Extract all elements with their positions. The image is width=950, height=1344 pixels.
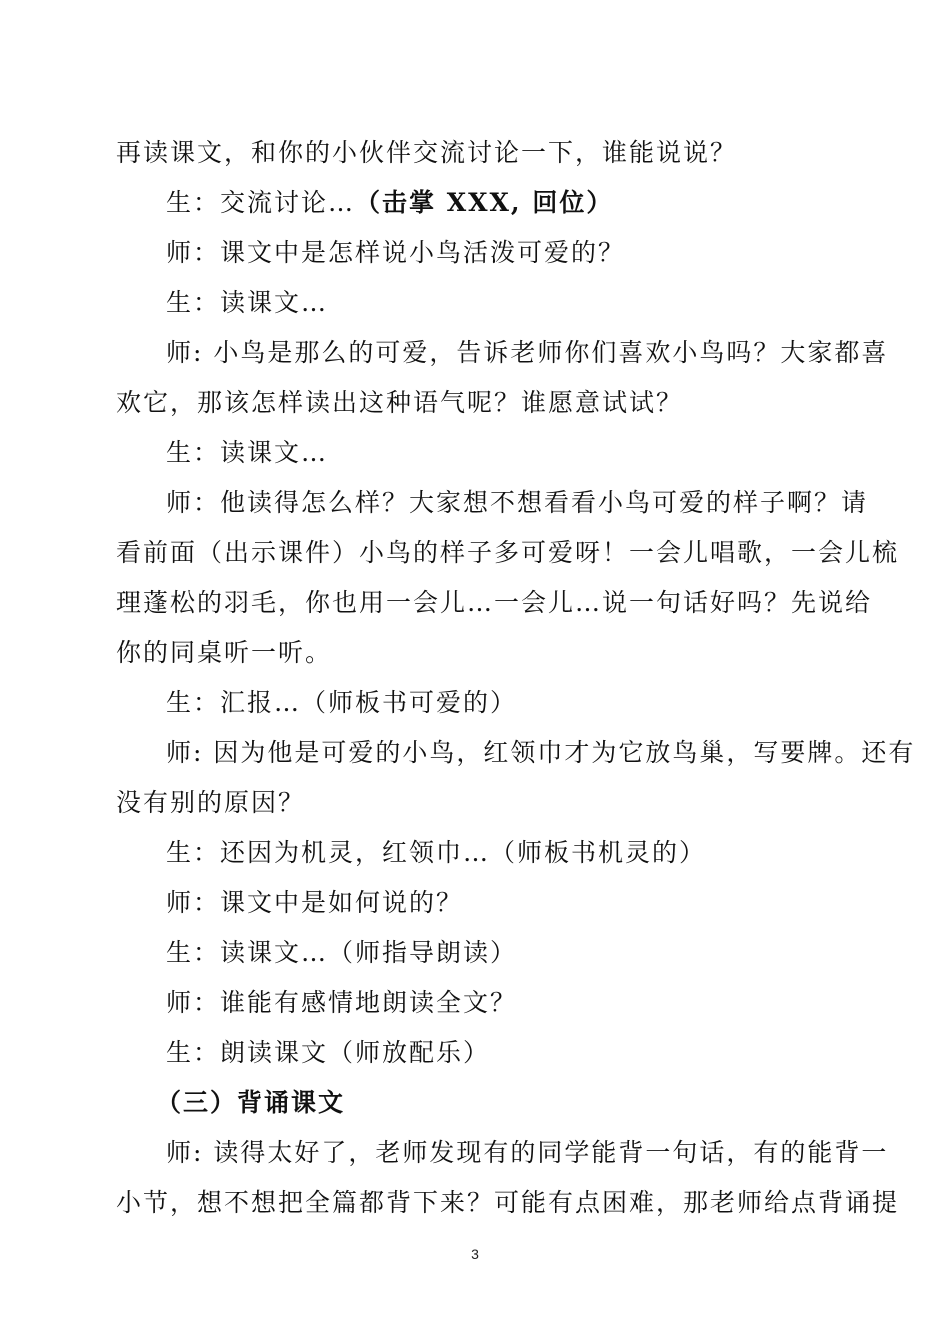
paragraph-line: 欢它，那该怎样读出这种语气呢？谁愿意试试？ bbox=[116, 388, 684, 417]
page-number: 3 bbox=[471, 1246, 479, 1262]
dialogue-line-student: 生：读课文… bbox=[166, 288, 329, 317]
dialogue-line-student: 生：读课文… bbox=[166, 438, 329, 467]
dialogue-line-teacher: 师：他读得怎么样？大家想不想看看小鸟可爱的样子啊？请 bbox=[166, 488, 869, 517]
paragraph-line: 再读课文，和你的小伙伴交流讨论一下，谁能说说？ bbox=[116, 138, 738, 167]
dialogue-line-student: 生：汇报…（师板书可爱的） bbox=[166, 688, 518, 717]
dialogue-line-teacher: 师：谁能有感情地朗读全文？ bbox=[166, 988, 518, 1017]
paragraph-line: 你的同桌听一听。 bbox=[116, 638, 333, 667]
paragraph-line: 没有别的原因？ bbox=[116, 788, 306, 817]
stage-direction: （击掌 XXX, 回位） bbox=[355, 188, 614, 217]
dialogue-line-teacher: 师：课文中是如何说的？ bbox=[166, 888, 464, 917]
dialogue-line-student bbox=[116, 178, 840, 228]
dialogue-line-teacher: 师: 因为他是可爱的小鸟，红领巾才为它放鸟巢，写要牌。还有 bbox=[166, 738, 916, 767]
section-heading: （三）背诵课文 bbox=[156, 1088, 346, 1117]
dialogue-line-student: 生：朗读课文（师放配乐） bbox=[166, 1038, 491, 1067]
dialogue-line-student: 生：还因为机灵，红领巾…（师板书机灵的） bbox=[166, 838, 707, 867]
dialogue-line-teacher: 师: 读得太好了，老师发现有的同学能背一句话，有的能背一 bbox=[166, 1138, 889, 1167]
paragraph-line: 小节，想不想把全篇都背下来？可能有点困难，那老师给点背诵提 bbox=[116, 1188, 900, 1217]
paragraph-line: 看前面（出示课件）小鸟的样子多可爱呀！一会儿唱歌，一会儿梳 bbox=[116, 538, 900, 567]
body-text bbox=[116, 128, 916, 1228]
dialogue-line-teacher: 师: 小鸟是那么的可爱，告诉老师你们喜欢小鸟吗？大家都喜 bbox=[166, 338, 889, 367]
dialogue-text: 生：交流讨论… bbox=[166, 188, 356, 217]
dialogue-line-teacher: 师：课文中是怎样说小鸟活泼可爱的？ bbox=[166, 238, 626, 267]
dialogue-line-student: 生：读课文…（师指导朗读） bbox=[166, 938, 518, 967]
paragraph-line: 理蓬松的羽毛，你也用一会儿…一会儿…说一句话好吗？先说给 bbox=[116, 588, 873, 617]
